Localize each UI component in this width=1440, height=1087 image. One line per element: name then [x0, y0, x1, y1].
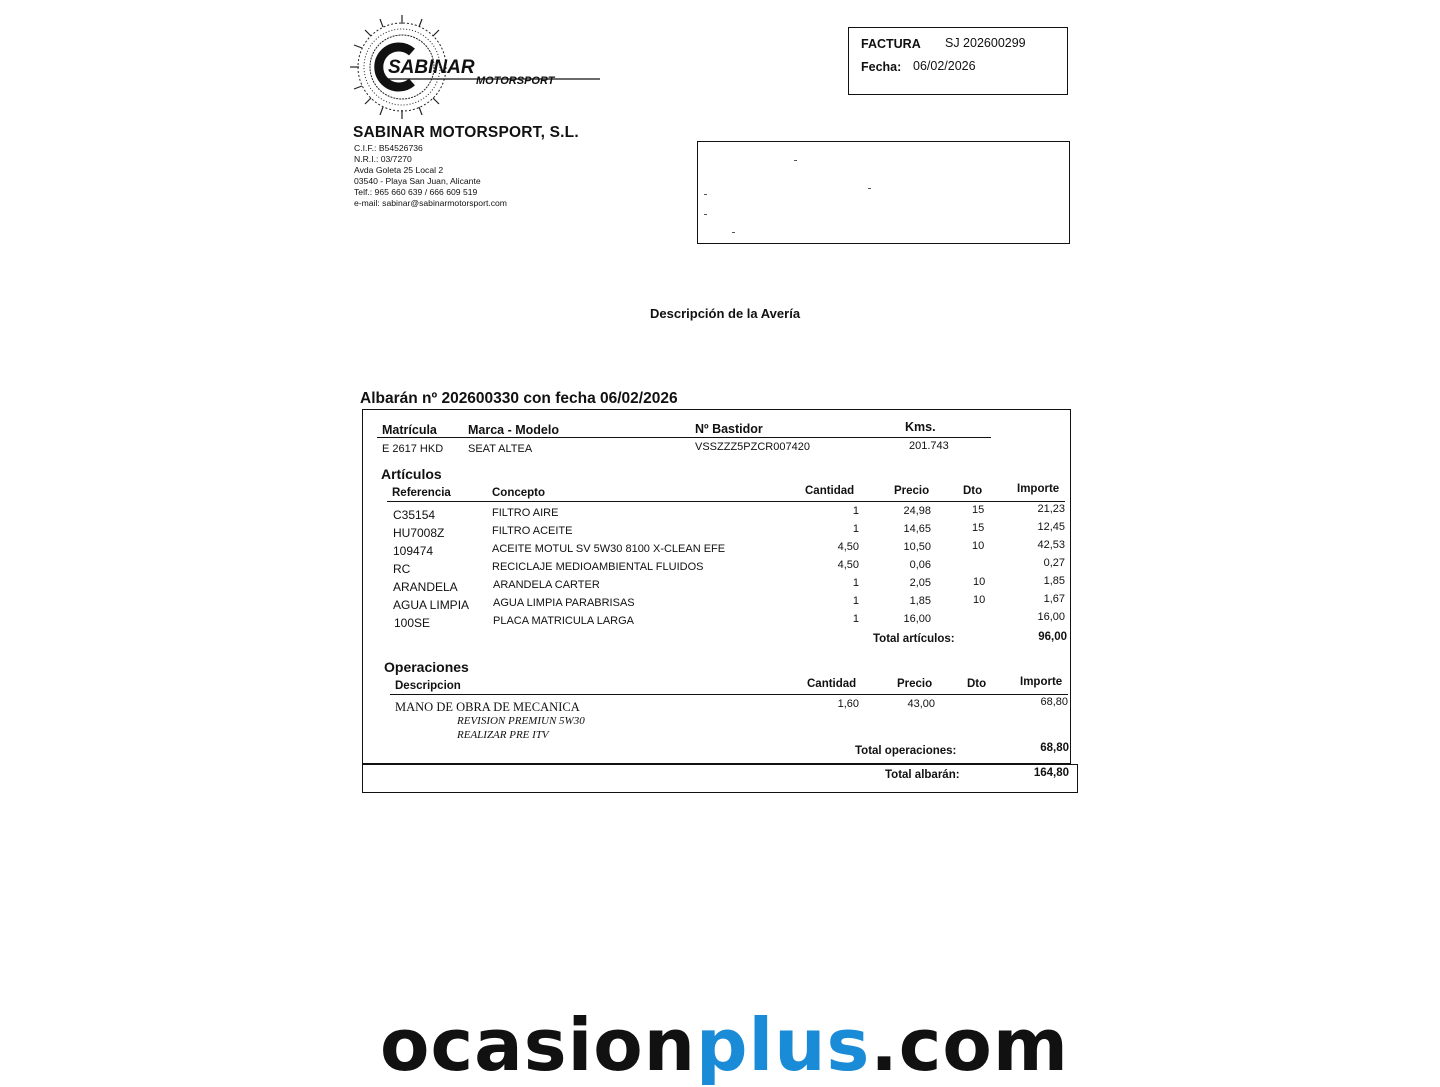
marca-header: Marca - Modelo: [468, 423, 559, 437]
invoice-box: [848, 27, 1068, 95]
kms-header: Kms.: [905, 420, 936, 434]
company-logo: [350, 12, 610, 122]
description-title: Descripción de la Avería: [650, 306, 801, 321]
total-albaran-label: Total albarán:: [885, 769, 960, 781]
company-address: Avda Goleta 25 Local 2: [354, 165, 444, 175]
customer-address-box: [697, 141, 1070, 244]
svg-text:MOTORSPORT: MOTORSPORT: [476, 75, 555, 87]
fecha-value: 06/02/2026: [913, 59, 976, 73]
bastidor-header: Nº Bastidor: [695, 422, 763, 436]
albaran-frame: Matrícula Marca - Modelo Nº Bastidor Kms. E 2617 HKD SEAT ALTEA VSSZZZ5PZCR007420 201.743 Artículos Referencia Concepto Cantidad Precio Dto Importe C35154 FILTRO AIRE 1 24,98 15 21,23 HU7008Z FILTRO ACEITE 1 14,65 15 12,45 109474 ACEITE MOTUL SV 5W30 8100 X-CLEAN EFE 4,50 10,50 10 42,53 RC RECICLAJE MEDIOAMBIENTAL FLUIDOS 4,50 0,06 0,27 ARANDELA ARANDELA CARTER 1 2,05 10 1,85 AGUA LIMPIA AGUA LIMPIA PARABRISAS 1 1,85 10 1,67 100SE PLACA MATRICULA LARGA 1 16,00 16,00 Total artículos: 96,00 Operaciones Descripcion Cantidad Precio Dto Importe MANO DE OBRA DE MECANICA 1,60 43,00 68,80 REVISION PREMIUN 5W30 REALIZAR PRE ITV Total operaciones: 68,80: [362, 409, 1071, 764]
dto-header: Dto: [963, 485, 983, 497]
op-precio-header: Precio: [897, 678, 933, 690]
referencia-header: Referencia: [392, 487, 451, 499]
operaciones-title: Operaciones: [384, 659, 469, 675]
articulos-title: Artículos: [381, 466, 442, 482]
bastidor-value: VSSZZZ5PZCR007420: [695, 441, 810, 453]
op-dto-header: Dto: [967, 678, 987, 690]
matricula-value: E 2617 HKD: [382, 443, 444, 455]
factura-label: FACTURA: [861, 37, 921, 51]
op-cantidad-header: Cantidad: [807, 678, 857, 690]
company-name: SABINAR MOTORSPORT, S.L.: [353, 124, 579, 141]
company-email: e-mail: sabinar@sabinarmotorsport.com: [354, 198, 507, 208]
operation-note: REVISION PREMIUN 5W30: [457, 715, 585, 727]
importe-header: Importe: [1017, 483, 1060, 495]
total-articulos-value: 96,00: [1038, 631, 1067, 643]
company-cif: C.I.F.: B54526736: [354, 143, 423, 153]
marca-value: SEAT ALTEA: [468, 443, 533, 455]
cantidad-header: Cantidad: [805, 485, 855, 497]
svg-text:SABINAR: SABINAR: [388, 57, 475, 78]
total-articulos-label: Total artículos:: [873, 633, 955, 645]
albaran-total-row: [362, 764, 1078, 793]
albaran-title: Albarán nº 202600330 con fecha 06/02/2026: [360, 390, 678, 407]
gear-logo-icon: [350, 12, 610, 122]
company-phone: Telf.: 965 660 639 / 666 609 519: [354, 187, 478, 197]
descripcion-header: Descripcion: [395, 680, 461, 692]
precio-header: Precio: [894, 485, 930, 497]
company-nri: N.R.I.: 03/7270: [354, 154, 412, 164]
concepto-header: Concepto: [492, 487, 546, 499]
total-operaciones-label: Total operaciones:: [855, 745, 957, 757]
ocasionplus-watermark: ocasionplus.com: [380, 1003, 1069, 1087]
fecha-label: Fecha:: [861, 60, 902, 74]
operation-note: REALIZAR PRE ITV: [457, 729, 549, 741]
op-importe-header: Importe: [1020, 676, 1063, 688]
kms-value: 201.743: [909, 440, 949, 452]
matricula-header: Matrícula: [382, 423, 437, 437]
factura-number: SJ 202600299: [945, 36, 1026, 50]
total-albaran-value: 164,80: [1033, 767, 1069, 779]
company-city: 03540 - Playa San Juan, Alicante: [354, 176, 481, 186]
total-operaciones-value: 68,80: [1040, 742, 1069, 754]
